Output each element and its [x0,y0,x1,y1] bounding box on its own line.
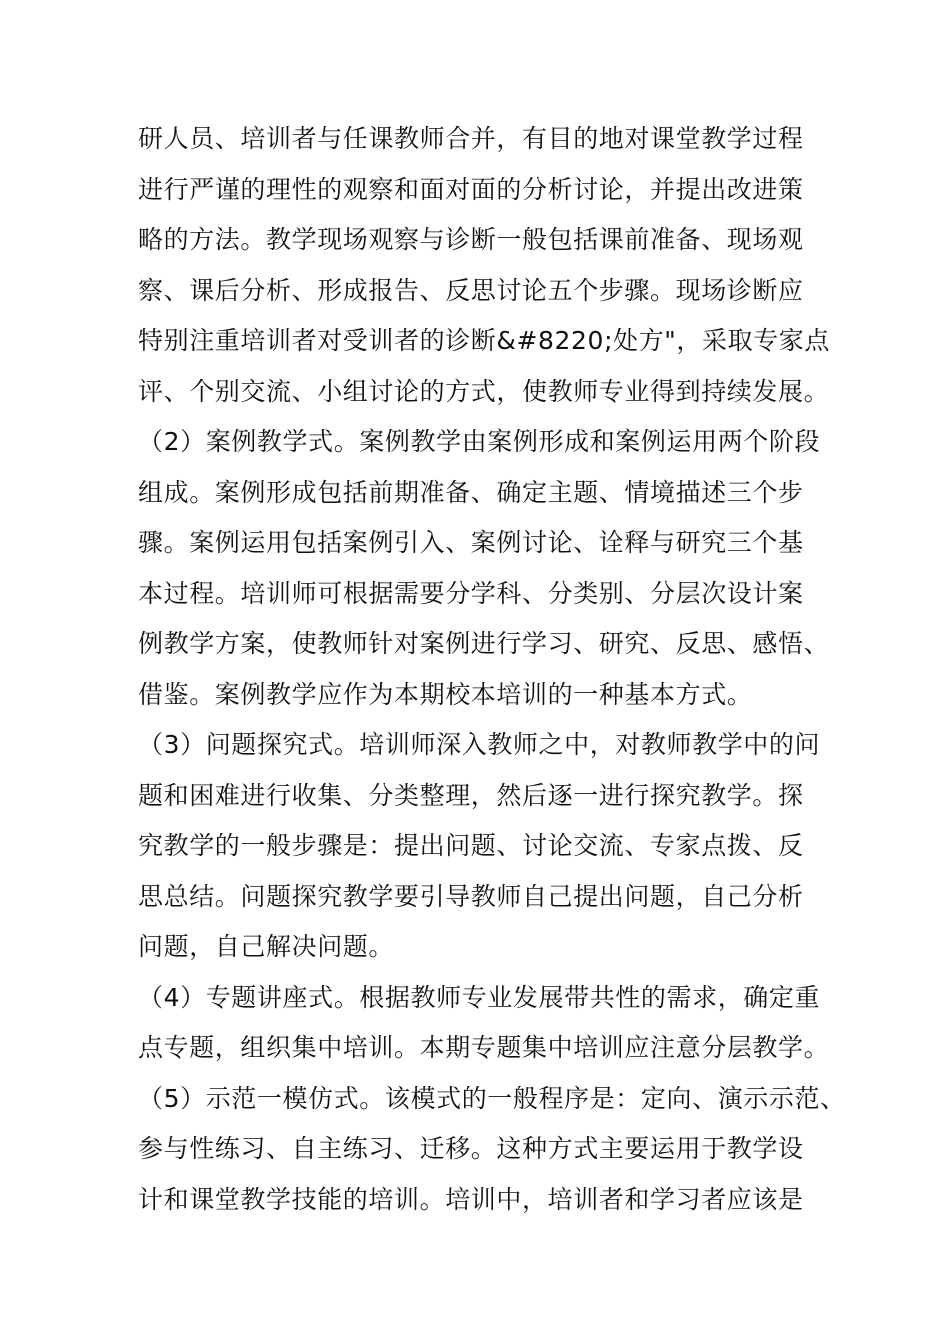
text-line: 特别注重培训者对受训者的诊断&#8220;处方"，采取专家点 [138,326,830,355]
text-line: 本过程。培训师可根据需要分学科、分类别、分层次设计案 [138,578,804,608]
text-line: 例教学方案，使教师针对案例进行学习、研究、反思、感悟、 [138,629,830,658]
text-line: 究教学的一般步骤是：提出问题、讨论交流、专家点拨、反 [138,831,804,860]
text-line: 借鉴。案例教学应作为本期校本培训的一种基本方式。 [138,679,753,709]
text-line: （3）问题探究式。培训师深入教师之中，对教师教学中的问 [138,730,821,759]
text-line: 略的方法。教学现场观察与诊断一般包括课前准备、现场观 [138,225,804,254]
text-line: 思总结。问题探究教学要引导教师自己提出问题，自己分析 [138,881,804,911]
body-text [138,114,848,1225]
text-line: （4）专题讲座式。根据教师专业发展带共性的需求，确定重 [138,982,821,1012]
text-line: （2）案例教学式。案例教学由案例形成和案例运用两个阶段 [138,427,821,456]
text-line: 评、个别交流、小组讨论的方式，使教师专业得到持续发展。 [138,376,830,406]
text-line: 点专题，组织集中培训。本期专题集中培训应注意分层教学。 [138,1033,830,1062]
text-line: 组成。案例形成包括前期准备、确定主题、情境描述三个步 [138,477,804,507]
text-line: 进行严谨的理性的观察和面对面的分析讨论，并提出改进策 [138,174,804,204]
text-line: 骤。案例运用包括案例引入、案例讨论、诠释与研究三个基 [138,528,804,557]
text-line: 参与性练习、自主练习、迁移。这种方式主要运用于教学设 [138,1134,804,1163]
text-line: 计和课堂教学技能的培训。培训中，培训者和学习者应该是 [138,1184,804,1214]
text-line: （5）示范一模仿式。该模式的一般程序是：定向、演示示范、 [138,1083,846,1113]
text-line: 察、课后分析、形成报告、反思讨论五个步骤。现场诊断应 [138,275,804,305]
text-line: 研人员、培训者与任课教师合并，有目的地对课堂教学过程 [138,124,804,153]
text-line: 题和困难进行收集、分类整理，然后逐一进行探究教学。探 [138,780,804,810]
text-line: 问题，自己解决问题。 [138,932,395,961]
